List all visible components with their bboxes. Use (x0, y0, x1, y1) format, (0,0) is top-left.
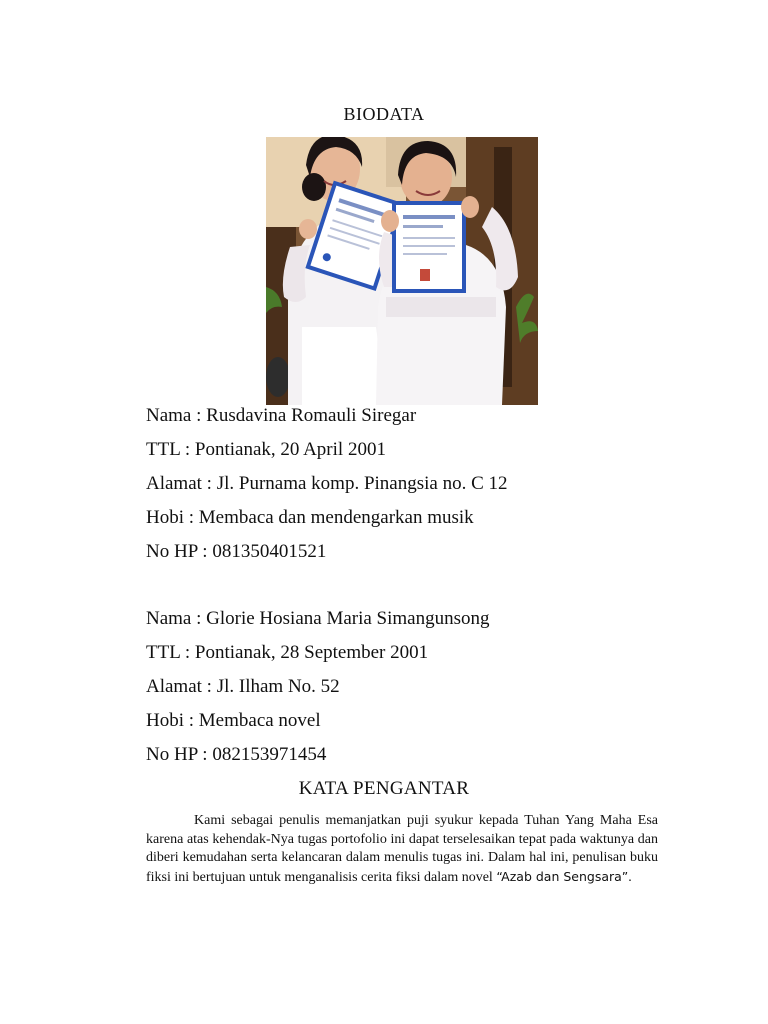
alamat-line: Alamat : Jl. Ilham No. 52 (146, 676, 340, 697)
novel-title: “Azab dan Sengsara” (496, 868, 629, 884)
biodata-title: BIODATA (343, 104, 425, 124)
hobi-line: Hobi : Membaca dan mendengarkan musik (146, 507, 474, 528)
hobi-line: Hobi : Membaca novel (146, 710, 321, 731)
ttl-line: TTL : Pontianak, 28 September 2001 (146, 642, 429, 663)
biodata-person-2 (146, 608, 706, 778)
kata-pengantar-paragraph (146, 812, 658, 887)
photo-two-girls-with-certificates (266, 137, 538, 405)
paragraph-body-start: Kami sebagai penulis memanjatkan puji syukur kepada Tuhan Yang Maha Esa karena atas kehendak-Nya tugas portofolio ini dapat terselesaikan tepat pada waktunya dan diberi kemudahan serta kelancaran dalam menulis tugas ini. Dalam hal ini, penulisan buku fiksi ini bertujuan untuk menganalisis cerita fiksi dalam novel (146, 813, 658, 885)
hp-line: No HP : 081350401521 (146, 541, 327, 562)
hp-line: No HP : 082153971454 (146, 744, 327, 765)
ttl-line: TTL : Pontianak, 20 April 2001 (146, 439, 386, 460)
nama-line: Nama : Glorie Hosiana Maria Simangunsong (146, 608, 490, 629)
biodata-person-1 (146, 405, 706, 575)
alamat-line: Alamat : Jl. Purnama komp. Pinangsia no. C 12 (146, 473, 508, 494)
paragraph-body-end: . (628, 869, 632, 885)
kata-pengantar-title: KATA PENGANTAR (298, 778, 470, 799)
nama-line: Nama : Rusdavina Romauli Siregar (146, 405, 417, 426)
